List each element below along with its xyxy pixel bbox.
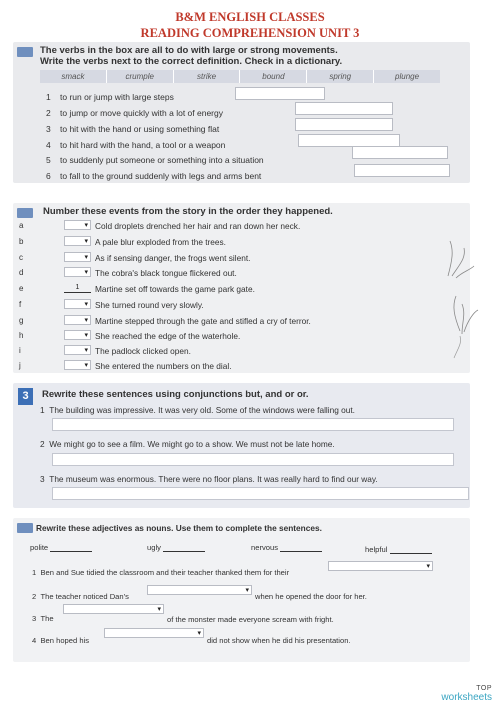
ex1-answer-field[interactable] bbox=[354, 164, 450, 177]
event-text: The padlock clicked open. bbox=[95, 346, 191, 356]
logo-bottom-text: worksheets bbox=[441, 692, 492, 703]
ex4-noun-dropdown[interactable]: ▾ bbox=[104, 628, 204, 638]
exercise-2 bbox=[13, 203, 470, 373]
event-order-dropdown[interactable]: ▾ bbox=[64, 345, 91, 355]
word-box bbox=[40, 70, 440, 83]
ex2-instruction: Number these events from the story in the order they happened. bbox=[43, 206, 333, 217]
exercise-3 bbox=[13, 383, 470, 508]
event-text: Martine set off towards the game park gate. bbox=[95, 284, 255, 294]
event-text: She entered the numbers on the dial. bbox=[95, 361, 232, 371]
event-letter: a bbox=[19, 221, 24, 230]
event-text: The cobra's black tongue flickered out. bbox=[95, 268, 237, 278]
event-order-dropdown[interactable]: ▾ bbox=[64, 236, 91, 246]
event-letter: g bbox=[19, 316, 24, 325]
event-letter: f bbox=[19, 300, 22, 309]
ex1-instruction-1: The verbs in the box are all to do with large or strong movements. bbox=[40, 45, 338, 56]
exercise-badge bbox=[17, 208, 33, 218]
ex1-item: 2 to jump or move quickly with a lot of energy bbox=[46, 108, 223, 118]
event-text: She turned round very slowly. bbox=[95, 300, 204, 310]
event-text: Martine stepped through the gate and stifled a cry of terror. bbox=[95, 316, 311, 326]
event-letter: b bbox=[19, 237, 24, 246]
ex3-answer-field[interactable] bbox=[52, 453, 454, 466]
event-order-dropdown[interactable]: ▾ bbox=[64, 330, 91, 340]
ex3-item: 2 We might go to see a film. We might go to a show. We must not be late home. bbox=[40, 439, 335, 449]
event-letter: d bbox=[19, 268, 24, 277]
ex1-item: 3 to hit with the hand or using something flat bbox=[46, 124, 220, 134]
exercise-number-badge: 3 bbox=[18, 388, 33, 405]
ex1-item: 4 to hit hard with the hand, a tool or a weapon bbox=[46, 140, 226, 150]
ex1-item: 5 to suddenly put someone or something into a situation bbox=[46, 155, 264, 165]
event-letter: h bbox=[19, 331, 24, 340]
ex3-item: 1 The building was impressive. It was very old. Some of the windows were falling out. bbox=[40, 405, 355, 415]
word-box-item: spring bbox=[307, 70, 374, 83]
ex4-noun-dropdown[interactable]: ▾ bbox=[147, 585, 252, 595]
ex1-answer-field[interactable] bbox=[295, 118, 393, 131]
ex3-answer-field[interactable] bbox=[52, 487, 469, 500]
ex1-answer-field[interactable] bbox=[352, 146, 448, 159]
ex4-item-after: of the monster made everyone scream with fright. bbox=[167, 615, 334, 624]
word-box-item: smack bbox=[40, 70, 107, 83]
event-letter: e bbox=[19, 284, 24, 293]
adjective: ugly bbox=[147, 543, 205, 552]
word-box-item: crumple bbox=[107, 70, 174, 83]
ex4-item-after: did not show when he did his presentation. bbox=[207, 636, 351, 645]
event-text: Cold droplets drenched her hair and ran down her neck. bbox=[95, 221, 301, 231]
topworksheets-logo bbox=[441, 684, 492, 702]
word-box-item: strike bbox=[174, 70, 241, 83]
event-letter: c bbox=[19, 253, 23, 262]
event-order-dropdown[interactable]: ▾ bbox=[64, 360, 91, 370]
adjective: polite bbox=[30, 543, 92, 552]
exercise-1 bbox=[13, 42, 470, 183]
exercise-4 bbox=[13, 518, 470, 662]
event-text: She reached the edge of the waterhole. bbox=[95, 331, 241, 341]
ex4-item: 3 The bbox=[32, 614, 54, 623]
ex1-instruction-2: Write the verbs next to the correct definition. Check in a dictionary. bbox=[40, 56, 343, 67]
adjective: nervous bbox=[251, 543, 322, 552]
ex1-item: 1 to run or jump with large steps bbox=[46, 92, 174, 102]
event-text: As if sensing danger, the frogs went silent. bbox=[95, 253, 251, 263]
event-order-dropdown[interactable]: ▾ bbox=[64, 299, 91, 309]
ex3-item: 3 The museum was enormous. There were no floor plans. It was really hard to find our way. bbox=[40, 474, 378, 484]
ex4-noun-dropdown[interactable]: ▾ bbox=[328, 561, 433, 571]
ex4-noun-dropdown[interactable]: ▾ bbox=[63, 604, 164, 614]
event-text: A pale blur exploded from the trees. bbox=[95, 237, 226, 247]
page-title: B&M ENGLISH CLASSES bbox=[175, 10, 325, 24]
adjective: helpful bbox=[365, 545, 432, 554]
page-subtitle: READING COMPREHENSION UNIT 3 bbox=[140, 26, 360, 40]
event-letter: i bbox=[19, 346, 21, 355]
plant-illustration bbox=[440, 236, 482, 366]
event-order-dropdown[interactable]: ▾ bbox=[64, 267, 91, 277]
event-order-answer: 1 bbox=[64, 283, 91, 293]
ex4-item: 4 Ben hoped his bbox=[32, 636, 90, 645]
word-box-item: plunge bbox=[395, 72, 420, 81]
event-order-dropdown[interactable]: ▾ bbox=[64, 252, 91, 262]
ex1-answer-field[interactable] bbox=[295, 102, 393, 115]
ex4-item-after: when he opened the door for her. bbox=[255, 592, 367, 601]
ex1-item: 6 to fall to the ground suddenly with legs and arms bent bbox=[46, 171, 262, 181]
ex1-answer-field[interactable] bbox=[235, 87, 325, 100]
ex4-item: 1 Ben and Sue tidied the classroom and their teacher thanked them for their bbox=[32, 568, 290, 577]
ex4-instruction: Rewrite these adjectives as nouns. Use them to complete the sentences. bbox=[36, 523, 322, 533]
ex3-answer-field[interactable] bbox=[52, 418, 454, 431]
logo-top-text: TOP bbox=[476, 685, 492, 692]
ex4-item: 2 The teacher noticed Dan's bbox=[32, 592, 129, 601]
event-letter: j bbox=[19, 361, 21, 370]
exercise-badge bbox=[17, 47, 33, 57]
exercise-badge bbox=[17, 523, 33, 533]
event-order-dropdown[interactable]: ▾ bbox=[64, 315, 91, 325]
ex3-instruction: Rewrite these sentences using conjunctions but, and or or. bbox=[42, 389, 309, 400]
word-box-item: bound bbox=[240, 70, 307, 83]
event-order-dropdown[interactable]: ▾ bbox=[64, 220, 91, 230]
